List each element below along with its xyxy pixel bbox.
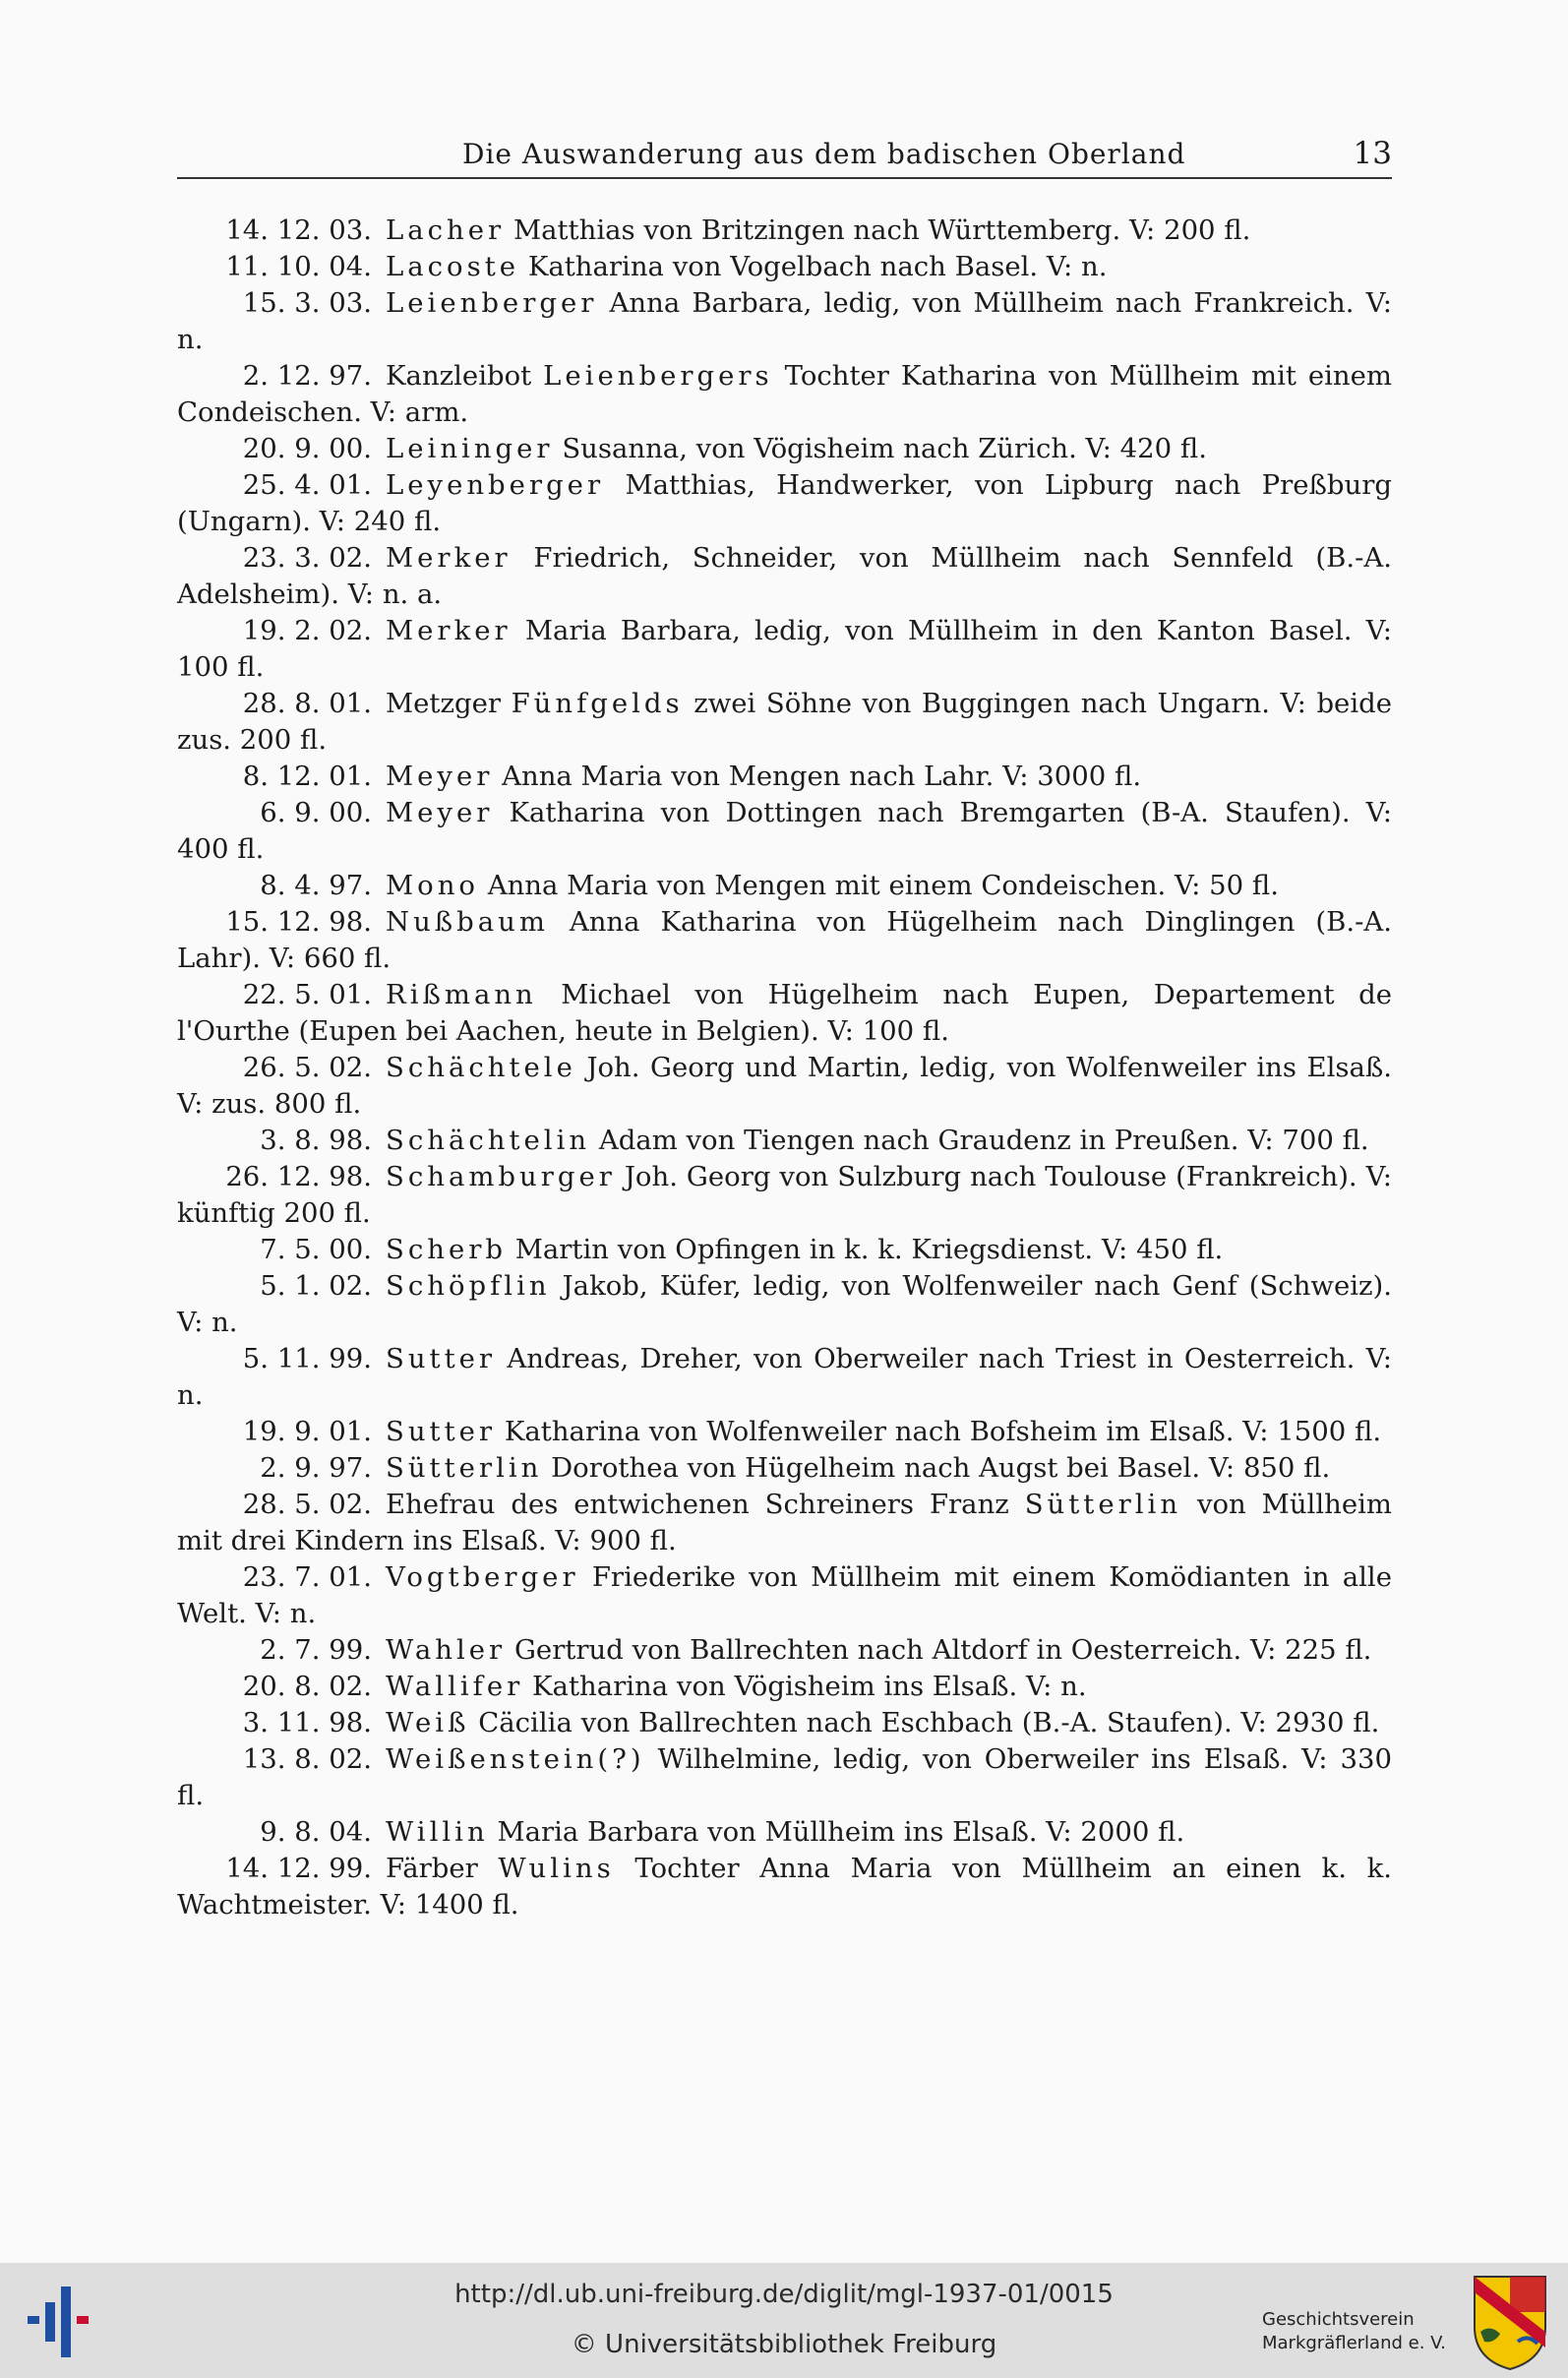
entry-date: 5. 11. 99.	[242, 1343, 372, 1374]
entry-date: 28. 5. 02.	[242, 1489, 372, 1520]
entry-text: Dorothea von Hügelheim nach Augst bei Basel. V: 850 fl.	[551, 1452, 1331, 1484]
entry-date: 15. 3. 03.	[242, 287, 372, 319]
entry	[177, 1741, 1392, 1814]
entry	[177, 1559, 1392, 1632]
society-name-line-2: Markgräflerland e. V.	[1262, 2333, 1446, 2353]
entry-surname: Wulins	[498, 1853, 615, 1884]
entry	[177, 1669, 1392, 1705]
entry	[177, 358, 1392, 431]
entry	[177, 1851, 1392, 1923]
entry-surname: Mono	[386, 870, 479, 901]
entry-date: 19. 9. 01.	[242, 1416, 372, 1447]
entry-date: 3. 11. 98.	[242, 1707, 372, 1738]
entry-date: 25. 4. 01.	[242, 469, 372, 501]
entry-prefix: Färber	[386, 1853, 478, 1884]
entry-text: Katharina von Vögisheim ins Elsaß. V: n.	[532, 1671, 1087, 1702]
copyright-notice: © Universitätsbibliothek Freiburg	[571, 2330, 997, 2359]
entry-text: Wilhelmine, ledig, von Oberweiler ins Elsaß. V: 330 fl.	[177, 1743, 1392, 1811]
entry-date: 2. 12. 97.	[242, 360, 372, 392]
entry-text: Andreas, Dreher, von Oberweiler nach Triest in Oesterreich. V: n.	[177, 1343, 1392, 1411]
entry-date: 14. 12. 99.	[225, 1853, 372, 1884]
entry	[177, 1450, 1392, 1487]
entry-text: Tochter Katharina von Müllheim mit einem Condeischen. V: arm.	[177, 360, 1392, 428]
entry-text: Friedrich, Schneider, von Müllheim nach Sennfeld (B.-A. Adelsheim). V: n. a.	[177, 542, 1393, 610]
viewer-footer	[0, 2263, 1568, 2378]
entry-text: Tochter Anna Maria von Müllheim an einen k. k. Wachtmeister. V: 1400 fl.	[177, 1853, 1392, 1921]
entry-surname: Nußbaum	[386, 906, 549, 938]
entry-surname: Schächtelin	[386, 1125, 591, 1156]
entry-text: Michael von Hügelheim nach Eupen, Departement de l'Ourthe (Eupen bei Aachen, heute in Belgien). V: 100 fl.	[177, 979, 1392, 1047]
entry	[177, 1487, 1392, 1559]
entry-text: zwei Söhne von Buggingen nach Ungarn. V: beide zus. 200 fl.	[177, 688, 1393, 756]
entry-text: Adam von Tiengen nach Graudenz in Preußen. V: 700 fl.	[598, 1125, 1369, 1156]
entry-text: Anna Maria von Mengen nach Lahr. V: 3000 fl.	[502, 761, 1142, 792]
entry-surname: Merker	[386, 542, 512, 574]
entry-surname: Weiß	[386, 1707, 470, 1738]
entry	[177, 1814, 1392, 1851]
entry-text: Susanna, von Vögisheim nach Zürich. V: 420 fl.	[562, 433, 1207, 464]
entry-date: 8. 12. 01.	[242, 761, 372, 792]
entry-date: 15. 12. 98.	[225, 906, 372, 938]
entry-text: Maria Barbara, ledig, von Müllheim in den Kanton Basel. V: 100 fl.	[177, 615, 1392, 683]
entry-date: 26. 5. 02.	[242, 1052, 372, 1083]
entry	[177, 613, 1392, 686]
entry-surname: Leyenberger	[386, 469, 605, 501]
entry-surname: Schamburger	[386, 1161, 616, 1192]
entry-date: 23. 7. 01.	[242, 1561, 372, 1593]
entry	[177, 1341, 1392, 1414]
entry-prefix: Metzger	[386, 688, 501, 719]
entry-date: 9. 8. 04.	[260, 1816, 372, 1848]
page-number: 13	[1353, 136, 1392, 171]
entry-date: 8. 4. 97.	[260, 870, 372, 901]
permalink-url[interactable]: http://dl.ub.uni-freiburg.de/diglit/mgl-1937-01/0015	[454, 2280, 1114, 2309]
entry-surname: Willin	[386, 1816, 489, 1848]
entry-date: 22. 5. 01.	[242, 979, 372, 1010]
entry-surname: Leienbergers	[543, 360, 773, 392]
entry-surname: Wahler	[386, 1634, 507, 1666]
entry	[177, 1232, 1392, 1268]
entry	[177, 904, 1392, 977]
entry-text: Jakob, Küfer, ledig, von Wolfenweiler nach Genf (Schweiz). V: n.	[177, 1270, 1392, 1338]
entry-text: Joh. Georg von Sulzburg nach Toulouse (Frankreich). V: künftig 200 fl.	[177, 1161, 1393, 1229]
entry	[177, 868, 1392, 904]
entry-date: 11. 10. 04.	[225, 251, 372, 282]
entry-date: 6. 9. 00.	[260, 797, 372, 828]
entry-surname: Wallifer	[386, 1671, 524, 1702]
entry-text: Katharina von Dottingen nach Bremgarten (B-A. Staufen). V: 400 fl.	[177, 797, 1392, 865]
entry-text: Joh. Georg und Martin, ledig, von Wolfenweiler ins Elsaß. V: zus. 800 fl.	[177, 1052, 1393, 1120]
entry-text: Maria Barbara von Müllheim ins Elsaß. V: 2000 fl.	[497, 1816, 1185, 1848]
entry-surname: Leienberger	[386, 287, 598, 319]
coat-of-arms-icon	[1471, 2273, 1549, 2371]
entry-text: Katharina von Vogelbach nach Basel. V: n.	[527, 251, 1108, 282]
entry-surname: Sutter	[386, 1416, 497, 1447]
entry-date: 2. 9. 97.	[260, 1452, 372, 1484]
entry	[177, 686, 1392, 759]
entry	[177, 213, 1392, 249]
entry	[177, 249, 1392, 285]
entry-surname: Leininger	[386, 433, 554, 464]
entry-text: Anna Katharina von Hügelheim nach Dinglingen (B.-A. Lahr). V: 660 fl.	[177, 906, 1393, 974]
entry	[177, 795, 1392, 868]
entry-text: Katharina von Wolfenweiler nach Bofsheim im Elsaß. V: 1500 fl.	[504, 1416, 1382, 1447]
entry	[177, 1159, 1392, 1232]
entry-surname: Rißmann	[386, 979, 537, 1010]
entry-date: 23. 3. 02.	[242, 542, 372, 574]
entry-date: 7. 5. 00.	[260, 1234, 372, 1265]
entry-date: 5. 1. 02.	[260, 1270, 372, 1302]
entry	[177, 1414, 1392, 1450]
entry-surname: Vogtberger	[386, 1561, 579, 1593]
entry-surname: Fünfgelds	[511, 688, 684, 719]
entry-surname: Meyer	[386, 797, 494, 828]
entry-surname: Merker	[386, 615, 512, 646]
society-name-line-1: Geschichtsverein	[1262, 2309, 1415, 2330]
entry-date: 14. 12. 03.	[225, 214, 372, 246]
entry-date: 26. 12. 98.	[225, 1161, 372, 1192]
entry-surname: Sütterlin	[1024, 1489, 1182, 1520]
entry-date: 19. 2. 02.	[242, 615, 372, 646]
entry	[177, 1268, 1392, 1341]
entry	[177, 1123, 1392, 1159]
entry-list	[177, 213, 1392, 1923]
entry-surname: Schächtele	[386, 1052, 576, 1083]
entry-prefix: Kanzleibot	[386, 360, 532, 392]
entry-surname: Lacher	[386, 214, 506, 246]
entry-surname: Weißenstein(?)	[386, 1743, 645, 1775]
entry-date: 20. 9. 00.	[242, 433, 372, 464]
entry	[177, 1705, 1392, 1741]
entry-text: Matthias, Handwerker, von Lipburg nach Preßburg (Ungarn). V: 240 fl.	[177, 469, 1392, 537]
entry	[177, 540, 1392, 613]
entry-surname: Sütterlin	[386, 1452, 543, 1484]
entry-date: 13. 8. 02.	[242, 1743, 372, 1775]
entry-text: Gertrud von Ballrechten nach Altdorf in Oesterreich. V: 225 fl.	[513, 1634, 1372, 1666]
entry-date: 20. 8. 02.	[242, 1671, 372, 1702]
entry-text: von Müllheim mit drei Kindern ins Elsaß. V: 900 fl.	[177, 1489, 1392, 1556]
entry-date: 28. 8. 01.	[242, 688, 372, 719]
entry	[177, 1050, 1392, 1123]
entry-date: 2. 7. 99.	[260, 1634, 372, 1666]
entry-date: 3. 8. 98.	[260, 1125, 372, 1156]
entry-surname: Lacoste	[386, 251, 520, 282]
entry-surname: Meyer	[386, 761, 494, 792]
entry	[177, 759, 1392, 795]
running-head	[177, 138, 1392, 179]
entry-surname: Sutter	[386, 1343, 497, 1374]
entry-prefix: Ehefrau des entwichenen Schreiners Franz	[386, 1489, 1009, 1520]
entry	[177, 285, 1392, 358]
entry-surname: Schöpflin	[386, 1270, 551, 1302]
entry-surname: Scherb	[386, 1234, 507, 1265]
entry-text: Anna Maria von Mengen mit einem Condeischen. V: 50 fl.	[487, 870, 1279, 901]
entry	[177, 431, 1392, 467]
society-name	[1262, 2308, 1459, 2355]
entry-text: Friederike von Müllheim mit einem Komödianten in alle Welt. V: n.	[177, 1561, 1392, 1629]
running-title: Die Auswanderung aus dem badischen Oberland	[462, 138, 1186, 170]
entry-text: Cäcilia von Ballrechten nach Eschbach (B.-A. Staufen). V: 2930 fl.	[478, 1707, 1380, 1738]
entry-text: Anna Barbara, ledig, von Müllheim nach Frankreich. V: n.	[177, 287, 1392, 355]
entry-text: Matthias von Britzingen nach Württemberg. V: 200 fl.	[513, 214, 1251, 246]
entry	[177, 1632, 1392, 1669]
entry	[177, 467, 1392, 540]
entry-text: Martin von Opfingen in k. k. Kriegsdienst. V: 450 fl.	[514, 1234, 1224, 1265]
entry	[177, 977, 1392, 1050]
